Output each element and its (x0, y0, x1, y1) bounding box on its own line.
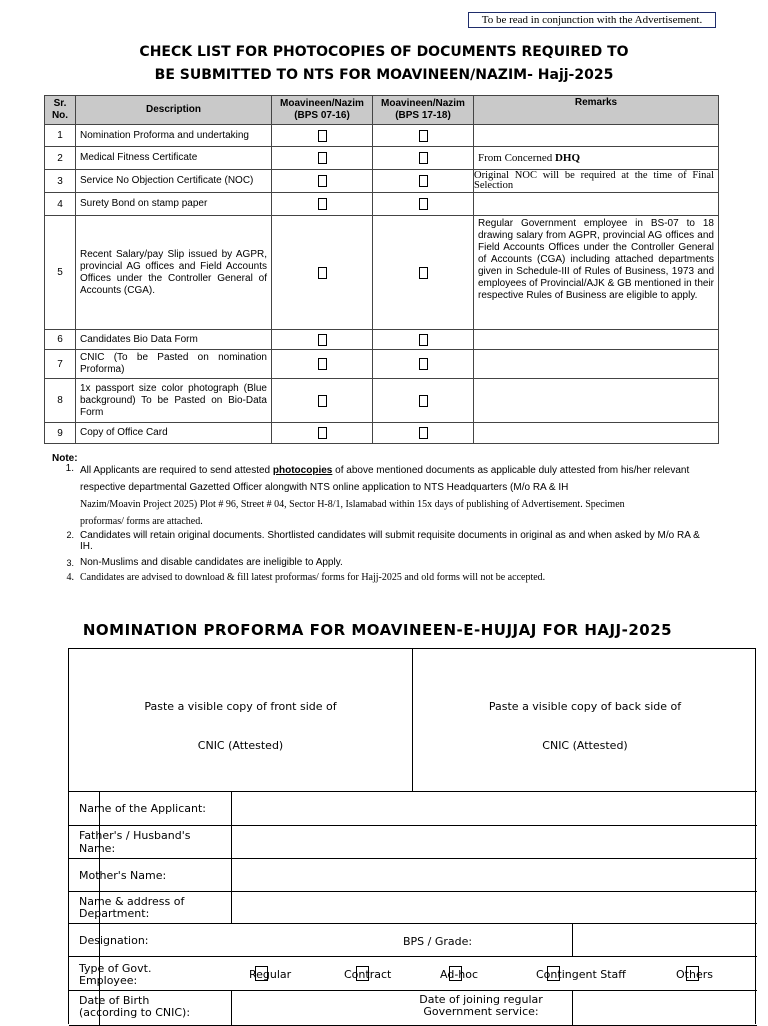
option-contract-label: Contract (344, 968, 392, 981)
option-contingent-label: Contingent Staff (536, 968, 626, 981)
table-row (45, 193, 719, 216)
checkbox-bps-17-18[interactable] (373, 423, 474, 444)
note-number: 2. (66, 530, 74, 540)
checkbox-bps-07-16[interactable] (272, 379, 373, 423)
table-row (45, 147, 719, 170)
row-remarks (474, 330, 719, 350)
table-row (45, 330, 719, 350)
checklist-title-line-1: CHECK LIST FOR PHOTOCOPIES OF DOCUMENTS REQUIRED TO (139, 44, 629, 60)
department-field[interactable] (232, 894, 757, 921)
cnic-back-area[interactable] (413, 649, 757, 792)
table-row (45, 216, 719, 330)
checklist-table (44, 95, 719, 444)
field-row-dates (69, 991, 757, 1026)
table-header-row (45, 96, 719, 125)
row-description: Copy of Office Card (76, 423, 272, 444)
nomination-title: NOMINATION PROFORMA FOR MOAVINEEN-E-HUJJAJ FOR HAJJ-2025 (82, 621, 673, 639)
father-name-field[interactable] (232, 828, 757, 856)
row-remarks (474, 147, 719, 170)
checkbox-bps-07-16[interactable] (272, 216, 373, 330)
field-label-designation: Designation: (79, 934, 149, 947)
row-sr: 1 (45, 125, 76, 147)
checkbox-bps-17-18[interactable] (373, 216, 474, 330)
field-row-department (69, 892, 757, 924)
option-adhoc-label: Ad-hoc (440, 968, 479, 981)
field-row-mother (69, 859, 757, 892)
row-remarks: Original NOC will be required at the time of Final Selection (474, 170, 719, 193)
row-remarks (474, 125, 719, 147)
cnic-front-area[interactable] (69, 649, 413, 792)
header-bps-07-16: Moavineen/Nazim (BPS 07-16) (272, 96, 373, 125)
row-remarks (474, 423, 719, 444)
field-row-designation (69, 924, 757, 957)
row-description: Recent Salary/pay Slip issued by AGPR, provincial AG offices and Field Accounts Offices under the Controller General of Accounts (CGA). (76, 216, 272, 330)
row-sr: 7 (45, 350, 76, 379)
cnic-front-text-1: Paste a visible copy of front side of (144, 700, 337, 713)
note-text: Candidates will retain original documents. Shortlisted candidates will submit requisite documents in original as and when asked by M/o RA & IH. (80, 530, 700, 552)
row-remarks: Regular Government employee in BS-07 to 18 drawing salary from AGPR, provincial AG offices and Field Accounts Offices under the Controller General of Accounts (CGA) including attached departments given in Schedule-III of Rules of Business, 1973 and employees of Provincial/AJK & GB mentioned in their respective Rules of Business are eligible to apply. (474, 216, 719, 330)
field-label-bps: BPS / Grade: (403, 935, 473, 948)
dob-field[interactable] (232, 993, 382, 1023)
table-row (45, 125, 719, 147)
nomination-form (68, 648, 756, 1024)
note-number: 4. (66, 572, 74, 583)
row-sr: 9 (45, 423, 76, 444)
mother-name-field[interactable] (232, 861, 757, 889)
field-label-dept-line2: Department: (79, 907, 150, 920)
note-text-pre: All Applicants are required to send attested (80, 465, 273, 476)
row-sr: 5 (45, 216, 76, 330)
header-sr: Sr. No. (45, 96, 76, 125)
remarks-bold: DHQ (554, 152, 581, 164)
remarks-text: From Concerned (478, 152, 553, 164)
field-row-name (69, 791, 757, 826)
field-label-doj (391, 994, 571, 1018)
field-label-govt-type-line2: Employee: (79, 974, 138, 987)
checkbox-bps-07-16[interactable] (272, 193, 373, 216)
checkbox-bps-17-18[interactable] (373, 125, 474, 147)
cnic-back-text-1: Paste a visible copy of back side of (488, 700, 682, 713)
note-text (80, 462, 704, 530)
field-label-father-line1: Father's / Husband's (79, 829, 191, 842)
field-row-father (69, 826, 757, 859)
note-text: Non-Muslims and disable candidates are ineligible to Apply. (80, 557, 343, 568)
applicant-name-field[interactable] (232, 793, 757, 823)
field-label-dob-line1: Date of Birth (79, 994, 150, 1007)
option-others-label: Others (676, 968, 713, 981)
field-label-mother: Mother's Name: (79, 869, 167, 882)
note-item (60, 462, 704, 526)
row-sr: 6 (45, 330, 76, 350)
checkbox-bps-07-16[interactable] (272, 147, 373, 170)
field-label-father-line2: Name: (79, 842, 116, 855)
field-label-doj-line2: Government service: (423, 1005, 539, 1018)
header-description: Description (76, 96, 272, 125)
note-text-line4: proformas/ forms are attached. (80, 516, 203, 527)
checkbox-bps-17-18[interactable] (373, 330, 474, 350)
checklist-title-line-2: BE SUBMITTED TO NTS FOR MOAVINEEN/NAZIM- Hajj-2025 (154, 67, 614, 83)
row-description: 1x passport size color photograph (Blue background) To be Pasted on Bio-Data Form (76, 379, 272, 423)
row-remarks (474, 379, 719, 423)
row-description: Candidates Bio Data Form (76, 330, 272, 350)
row-sr: 4 (45, 193, 76, 216)
table-row (45, 350, 719, 379)
bps-grade-field[interactable] (573, 926, 757, 954)
row-sr: 2 (45, 147, 76, 170)
option-regular-label: Regular (249, 968, 292, 981)
field-label-doj-line1: Date of joining regular (419, 993, 543, 1006)
checkbox-bps-17-18[interactable] (373, 379, 474, 423)
row-description: Nomination Proforma and undertaking (76, 125, 272, 147)
field-label-dept-line1: Name & address of (79, 895, 185, 908)
doj-field[interactable] (573, 993, 757, 1023)
checkbox-bps-07-16[interactable] (272, 423, 373, 444)
advertisement-note: To be read in conjunction with the Advertisement. (468, 12, 716, 28)
row-description: Surety Bond on stamp paper (76, 193, 272, 216)
note-number: 3. (66, 558, 74, 568)
table-row (45, 423, 719, 444)
cnic-front-text-2: CNIC (Attested) (197, 739, 284, 752)
row-remarks (474, 350, 719, 379)
row-description: CNIC (To be Pasted on nomination Proforma) (76, 350, 272, 379)
row-description: Service No Objection Certificate (NOC) (76, 170, 272, 193)
checkbox-bps-17-18[interactable] (373, 147, 474, 170)
row-sr: 3 (45, 170, 76, 193)
field-label-govt-type-line1: Type of Govt. (79, 962, 152, 975)
header-bps-17-18: Moavineen/Nazim (BPS 17-18) (373, 96, 474, 125)
checkbox-bps-17-18[interactable] (373, 193, 474, 216)
row-description: Medical Fitness Certificate (76, 147, 272, 170)
checkbox-bps-17-18[interactable] (373, 170, 474, 193)
table-row (45, 170, 719, 193)
checkbox-bps-17-18[interactable] (373, 350, 474, 379)
notes-label: Note: (52, 453, 78, 464)
note-text-post: of above mentioned documents as applicable duly attested from his/her relevant respective departmental Gazetted Officer alongwith NTS online application to NTS Headquarters (M/o RA & IH (80, 465, 690, 493)
row-remarks (474, 193, 719, 216)
checkbox-bps-07-16[interactable] (272, 125, 373, 147)
checkbox-bps-07-16[interactable] (272, 330, 373, 350)
row-sr: 8 (45, 379, 76, 423)
checkbox-bps-07-16[interactable] (272, 350, 373, 379)
note-text-line3: Nazim/Moavin Project 2025) Plot # 96, Street # 04, Sector H-8/1, Islamabad within 15x days of publishing of Advertisement. Specimen (80, 499, 625, 510)
note-text: Candidates are advised to download & fill latest proformas/ forms for Hajj-2025 and old forms will not be accepted. (80, 572, 546, 583)
table-row (45, 379, 719, 423)
field-label-dob-line2: (according to CNIC): (79, 1006, 191, 1019)
checkbox-bps-07-16[interactable] (272, 170, 373, 193)
field-label-name: Name of the Applicant: (79, 802, 206, 815)
header-remarks: Remarks (474, 96, 719, 125)
note-number: 1. (65, 463, 74, 474)
note-emphasis: photocopies (272, 465, 333, 476)
cnic-back-text-2: CNIC (Attested) (542, 739, 628, 752)
field-row-employee-type (69, 957, 757, 991)
